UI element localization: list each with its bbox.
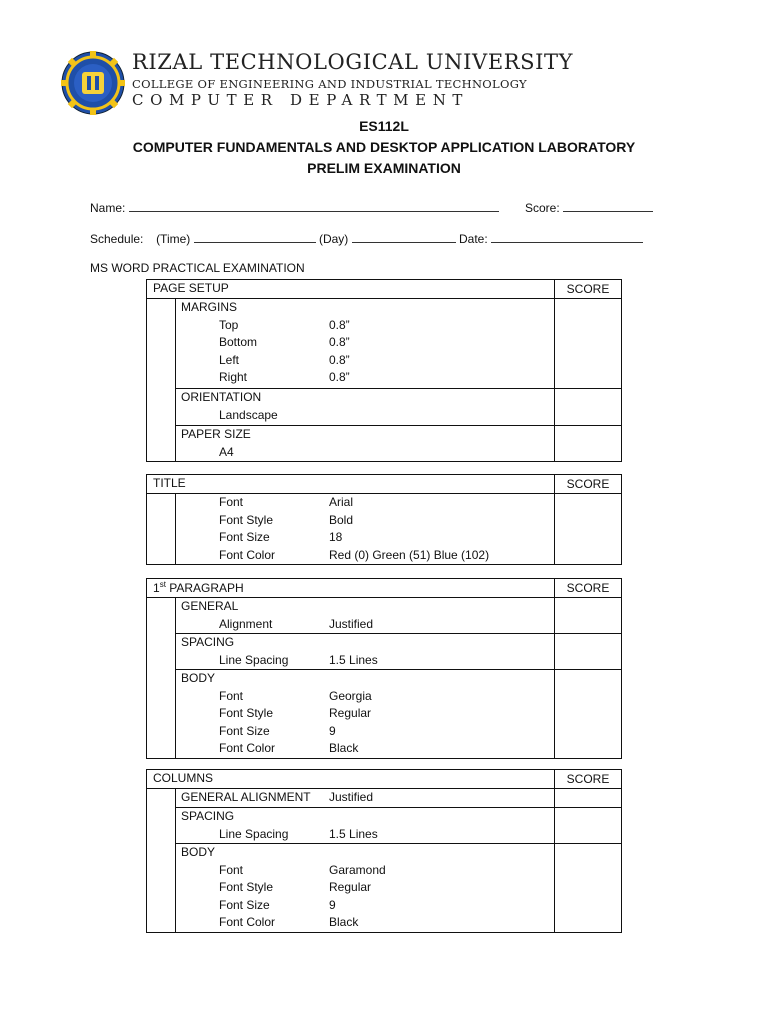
name-field[interactable] bbox=[129, 200, 499, 212]
setting-name: Bottom bbox=[219, 335, 258, 350]
setting-value: 9 bbox=[329, 897, 336, 912]
setting-name: Left bbox=[219, 352, 240, 367]
columns-table bbox=[146, 769, 622, 933]
body-group bbox=[175, 670, 555, 758]
setting-value: 1.5 Lines bbox=[329, 652, 378, 667]
time-field[interactable] bbox=[194, 231, 316, 243]
table-header bbox=[147, 280, 621, 299]
setting-value: 18 bbox=[329, 530, 343, 545]
score-header: SCORE bbox=[554, 770, 621, 788]
table-title: TITLE bbox=[153, 476, 186, 490]
paragraph-table bbox=[146, 578, 622, 759]
table-header bbox=[147, 770, 621, 789]
group-label: BODY bbox=[181, 671, 216, 685]
page-setup-table bbox=[146, 279, 622, 462]
setting-value: Justified bbox=[329, 790, 374, 804]
paper-size-group bbox=[175, 426, 555, 461]
setting-value: Black bbox=[329, 741, 359, 756]
exam-title: PRELIM EXAMINATION bbox=[307, 160, 461, 176]
setting-value: Regular bbox=[329, 706, 372, 721]
section-title: MS WORD PRACTICAL EXAMINATION bbox=[90, 261, 305, 275]
date-field[interactable] bbox=[491, 231, 643, 243]
group-label: GENERAL bbox=[181, 599, 239, 613]
setting-value: Red (0) Green (51) Blue (102) bbox=[329, 547, 490, 562]
group-label: MARGINS bbox=[181, 300, 238, 314]
score-header: SCORE bbox=[554, 280, 621, 298]
schedule-label: Schedule: bbox=[90, 232, 144, 246]
department-name: COMPUTER DEPARTMENT bbox=[132, 91, 470, 109]
setting-value: 0.8” bbox=[329, 317, 350, 332]
group-label: ORIENTATION bbox=[181, 390, 262, 404]
setting-name: Font Size bbox=[219, 723, 270, 738]
setting-name: Top bbox=[219, 317, 239, 332]
setting-value: 0.8” bbox=[329, 352, 350, 367]
time-label: (Time) bbox=[156, 232, 191, 246]
setting-value: 9 bbox=[329, 723, 336, 738]
setting-name: Font Size bbox=[219, 530, 270, 545]
table-title: PAGE SETUP bbox=[153, 281, 229, 295]
score-label: Score: bbox=[525, 201, 560, 215]
setting-value: A4 bbox=[219, 444, 234, 459]
setting-name: Font Color bbox=[219, 915, 276, 930]
setting-value: Justified bbox=[329, 616, 374, 631]
table-header bbox=[147, 475, 621, 494]
group-label: BODY bbox=[181, 845, 216, 859]
setting-value: Georgia bbox=[329, 688, 372, 703]
setting-value: Arial bbox=[329, 495, 354, 509]
university-seal-icon bbox=[60, 50, 126, 116]
ordinal-suffix: st bbox=[159, 580, 166, 589]
paragraph-number: 1 bbox=[153, 581, 160, 595]
university-name: RIZAL TECHNOLOGICAL UNIVERSITY bbox=[132, 50, 574, 74]
setting-name: Right bbox=[219, 370, 248, 385]
setting-value: 1.5 Lines bbox=[329, 826, 378, 841]
schedule-line bbox=[90, 231, 643, 246]
setting-name: Font bbox=[219, 862, 244, 877]
group-label: GENERAL ALIGNMENT bbox=[181, 790, 311, 804]
college-name: COLLEGE OF ENGINEERING AND INDUSTRIAL TECHNOLOGY bbox=[132, 77, 527, 91]
course-title: COMPUTER FUNDAMENTALS AND DESKTOP APPLICATION LABORATORY bbox=[132, 139, 636, 155]
setting-value: Bold bbox=[329, 512, 354, 527]
title-font-group bbox=[175, 494, 555, 564]
score-header: SCORE bbox=[554, 579, 621, 597]
score-field[interactable] bbox=[563, 200, 653, 212]
setting-value: 0.8” bbox=[329, 335, 350, 350]
general-group bbox=[175, 598, 555, 634]
setting-name: Alignment bbox=[219, 616, 273, 631]
spacing-group bbox=[175, 808, 555, 844]
group-label: SPACING bbox=[181, 635, 235, 649]
group-label: SPACING bbox=[181, 809, 235, 823]
paragraph-label: PARAGRAPH bbox=[165, 581, 244, 595]
setting-name: Font Color bbox=[219, 741, 276, 756]
table-title bbox=[153, 580, 244, 595]
group-label: PAPER SIZE bbox=[181, 427, 251, 441]
body-group bbox=[175, 844, 555, 932]
setting-name: Line Spacing bbox=[219, 652, 289, 667]
day-field[interactable] bbox=[352, 231, 456, 243]
setting-name: Font Color bbox=[219, 547, 276, 562]
date-label: Date: bbox=[459, 232, 488, 246]
setting-value: Landscape bbox=[219, 407, 278, 422]
day-label: (Day) bbox=[318, 232, 349, 246]
score-header: SCORE bbox=[554, 475, 621, 493]
setting-name: Font Style bbox=[219, 512, 274, 527]
setting-name: Font Style bbox=[219, 706, 274, 721]
name-label: Name: bbox=[90, 201, 126, 215]
score-line bbox=[525, 200, 653, 215]
setting-value: Regular bbox=[329, 880, 372, 895]
name-line bbox=[90, 200, 499, 215]
setting-name: Font bbox=[219, 688, 244, 703]
spacing-group bbox=[175, 634, 555, 670]
setting-name: Font Size bbox=[219, 897, 270, 912]
setting-value: Garamond bbox=[329, 862, 386, 877]
orientation-group bbox=[175, 389, 555, 426]
margins-group bbox=[175, 299, 555, 389]
setting-name: Line Spacing bbox=[219, 826, 289, 841]
course-code: ES112L bbox=[359, 118, 409, 134]
setting-name: Font Style bbox=[219, 880, 274, 895]
table-title: COLUMNS bbox=[153, 771, 214, 785]
title-table bbox=[146, 474, 622, 565]
setting-name: Font bbox=[219, 495, 244, 509]
table-header bbox=[147, 579, 621, 598]
general-alignment-group bbox=[175, 789, 555, 808]
setting-value: Black bbox=[329, 915, 359, 930]
setting-value: 0.8” bbox=[329, 370, 350, 385]
